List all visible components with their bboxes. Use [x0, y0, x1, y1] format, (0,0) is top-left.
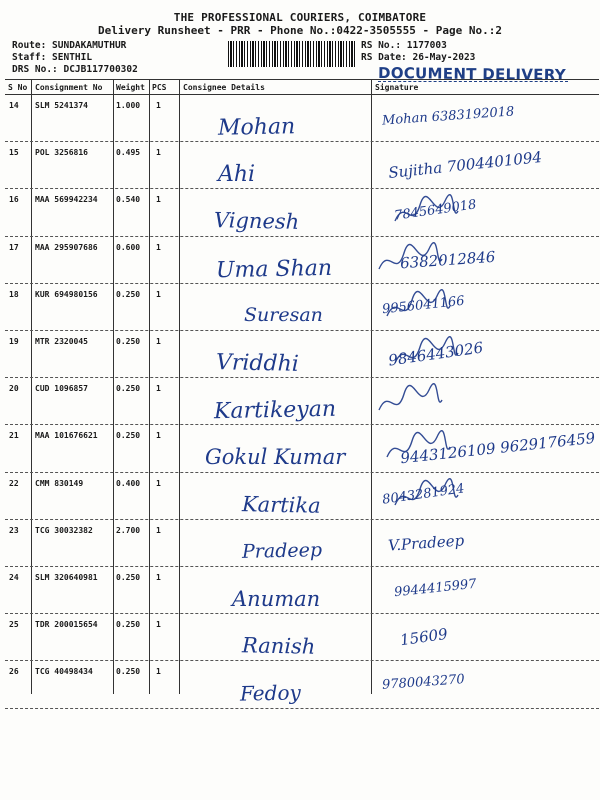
row-separator: [5, 377, 599, 378]
row-separator: [5, 613, 599, 614]
row-separator: [5, 519, 599, 520]
row-consignment-no: MAA 101676621: [35, 431, 98, 441]
signature-scribble-icon: [382, 571, 452, 611]
row-weight: 0.600: [116, 242, 141, 252]
col-header-pcs: PCS: [152, 83, 167, 92]
receiver-signature: Mohan 6383192018: [381, 104, 515, 129]
receiver-signature: 9780043270: [381, 672, 466, 694]
row-consignment-no: CMM 830149: [35, 478, 84, 488]
consignee-handwritten-name: Anuman: [232, 587, 321, 611]
barcode: [228, 41, 356, 67]
consignee-handwritten-name: Gokul Kumar: [205, 445, 346, 470]
row-weight: 0.400: [116, 478, 141, 488]
company-title: THE PROFESSIONAL COURIERS, COIMBATORE: [173, 11, 427, 24]
row-sno: 14: [9, 101, 19, 110]
row-pcs: 1: [156, 620, 161, 630]
table-top-rule: [5, 79, 599, 80]
row-sno: 21: [9, 431, 19, 441]
receiver-signature: 15609: [398, 624, 449, 650]
row-consignment-no: MTR 2320045: [35, 337, 88, 346]
row-consignment-no: TDR 200015654: [35, 620, 98, 630]
signature-scribble-icon: [390, 618, 460, 658]
row-sno: 18: [9, 289, 19, 299]
row-weight: 0.250: [116, 620, 141, 630]
row-separator: [5, 708, 599, 709]
row-sno: 24: [9, 573, 19, 582]
row-weight: 0.250: [116, 384, 141, 394]
row-separator: [5, 566, 599, 567]
row-sno: 16: [9, 195, 19, 205]
row-pcs: 1: [156, 431, 161, 441]
signature-scribble-icon: [374, 665, 444, 705]
row-consignment-no: KUR 694980156: [35, 289, 98, 299]
drs-number: DRS No.: DCJB117700302: [12, 64, 138, 75]
row-weight: 1.000: [116, 101, 141, 110]
row-weight: 2.700: [116, 525, 141, 535]
row-consignment-no: CUD 1096857: [35, 384, 88, 394]
row-pcs: 1: [156, 667, 161, 677]
receiver-signature: V.Pradeep: [387, 531, 465, 555]
signature-scribble-icon: [390, 193, 460, 233]
row-consignment-no: MAA 569942234: [35, 195, 98, 205]
consignee-handwritten-name: Fedoy: [239, 680, 302, 707]
row-separator: [5, 236, 599, 237]
route-label: Route: SUNDAKAMUTHUR: [12, 40, 127, 51]
row-weight: 0.250: [116, 431, 141, 441]
row-sno: 23: [9, 525, 19, 535]
receiver-signature: 9443126109 9629176459: [399, 429, 597, 468]
row-weight: 0.495: [116, 148, 141, 158]
consignee-handwritten-name: Suresan: [244, 303, 323, 326]
signature-scribble-icon: [382, 288, 452, 328]
receiver-signature: 9846443026: [387, 338, 485, 370]
receiver-signature: 6382012846: [399, 247, 496, 272]
col-divider: [31, 79, 32, 694]
row-sno: 20: [9, 384, 19, 394]
runsheet-subtitle: Delivery Runsheet - PRR - Phone No.:0422-3505555 - Page No.:2: [98, 24, 502, 37]
row-consignment-no: MAA 295907686: [35, 242, 98, 252]
rs-date: RS Date: 26-May-2023: [361, 52, 476, 63]
row-sno: 15: [9, 148, 19, 158]
col-divider: [179, 79, 180, 694]
consignee-handwritten-name: Ranish: [241, 633, 316, 659]
signature-scribble-icon: [374, 99, 444, 139]
consignee-handwritten-name: Ahi: [218, 162, 256, 188]
row-weight: 0.250: [116, 573, 141, 582]
row-pcs: 1: [156, 525, 161, 535]
row-separator: [5, 424, 599, 425]
consignee-handwritten-name: Kartikeyan: [213, 396, 337, 425]
receiver-signature: Sujitha 7004401094: [387, 148, 543, 183]
row-separator: [5, 141, 599, 142]
consignee-handwritten-name: Mohan: [217, 114, 296, 141]
row-pcs: 1: [156, 337, 161, 346]
receiver-signature: 8043281924: [381, 480, 466, 508]
row-weight: 0.540: [116, 195, 141, 205]
consignee-handwritten-name: Kartika: [241, 491, 321, 518]
col-header-consignment: Consignment No: [35, 83, 103, 92]
receiver-signature: 9944415997: [393, 576, 478, 601]
row-separator: [5, 188, 599, 189]
stamp-underline: [378, 81, 568, 82]
signature-scribble-icon: [390, 477, 460, 517]
consignee-handwritten-name: Vignesh: [213, 208, 300, 235]
row-consignment-no: POL 3256816: [35, 148, 88, 158]
col-header-signature: Signature: [375, 83, 419, 92]
receiver-signature: 9956041166: [381, 293, 466, 318]
row-pcs: 1: [156, 101, 161, 110]
col-header-consignee: Consignee Details: [183, 83, 265, 92]
row-pcs: 1: [156, 148, 161, 158]
consignee-handwritten-name: Vriddhi: [215, 350, 300, 377]
signature-scribble-icon: [374, 524, 444, 564]
consignee-handwritten-name: Pradeep: [241, 538, 323, 563]
signature-scribble-icon: [374, 382, 444, 422]
staff-label: Staff: SENTHIL: [12, 52, 93, 63]
row-weight: 0.250: [116, 667, 141, 677]
row-weight: 0.250: [116, 337, 141, 346]
col-header-weight: Weight: [116, 83, 145, 92]
row-consignment-no: SLM 320640981: [35, 573, 98, 582]
consignee-handwritten-name: Uma Shan: [215, 255, 333, 283]
row-sno: 26: [9, 667, 19, 677]
row-pcs: 1: [156, 289, 161, 299]
row-pcs: 1: [156, 242, 161, 252]
receiver-signature: 7845649018: [393, 197, 478, 225]
col-divider: [149, 79, 150, 694]
signature-scribble-icon: [390, 335, 460, 375]
row-separator: [5, 660, 599, 661]
row-pcs: 1: [156, 478, 161, 488]
col-header-sno: S No: [8, 83, 28, 92]
row-sno: 22: [9, 478, 19, 488]
row-sno: 19: [9, 337, 19, 346]
row-consignment-no: SLM 5241374: [35, 101, 88, 110]
row-separator: [5, 283, 599, 284]
row-consignment-no: TCG 30032382: [35, 525, 93, 535]
col-divider: [371, 79, 372, 694]
signature-scribble-icon: [382, 429, 452, 469]
signature-scribble-icon: [382, 146, 452, 186]
col-divider: [113, 79, 114, 694]
row-sno: 25: [9, 620, 19, 630]
row-weight: 0.250: [116, 289, 141, 299]
row-pcs: 1: [156, 384, 161, 394]
row-separator: [5, 472, 599, 473]
row-consignment-no: TCG 40498434: [35, 667, 93, 677]
row-sno: 17: [9, 242, 19, 252]
rs-number: RS No.: 1177003: [361, 40, 447, 51]
document-delivery-stamp: DOCUMENT DELIVERY: [377, 64, 567, 84]
row-separator: [5, 330, 599, 331]
signature-scribble-icon: [374, 241, 444, 281]
row-pcs: 1: [156, 573, 161, 582]
row-pcs: 1: [156, 195, 161, 205]
table-header-rule: [5, 94, 599, 95]
